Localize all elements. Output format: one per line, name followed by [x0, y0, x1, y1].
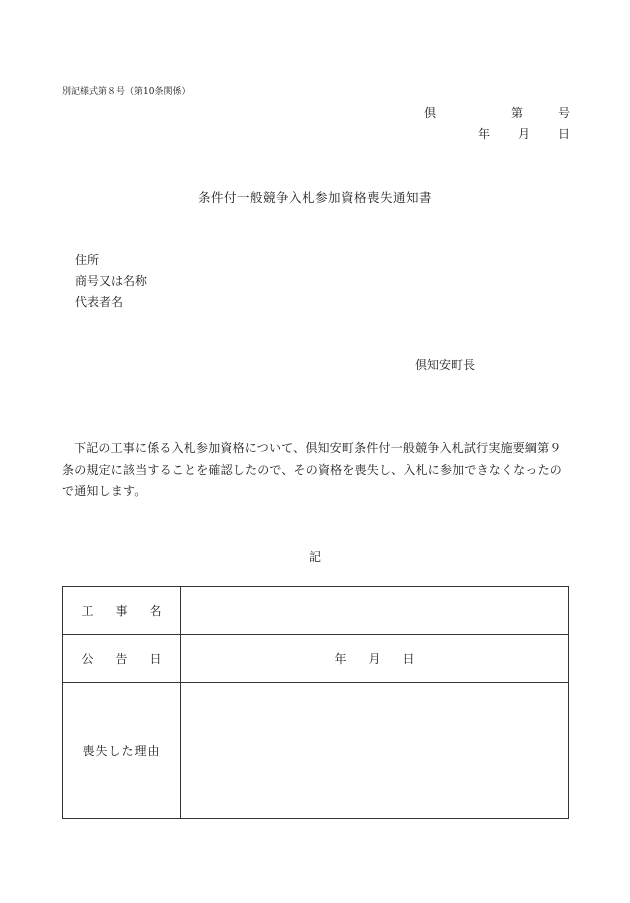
doc-number-prefix: 倶: [424, 106, 437, 120]
sender-name: 倶知安町長: [415, 358, 476, 372]
construction-name-label: 工 事 名: [63, 587, 181, 635]
address-label: 住所: [75, 253, 100, 267]
loss-reason-value[interactable]: [181, 683, 569, 819]
ki-heading: 記: [308, 550, 321, 564]
loss-reason-label: 喪失した理由: [63, 683, 181, 819]
form-number: 別記様式第８号（第10条関係）: [62, 87, 191, 97]
table-row: [63, 683, 569, 819]
date-year: 年: [478, 127, 491, 141]
addressee-block: [75, 250, 147, 313]
construction-name-value[interactable]: [181, 587, 569, 635]
notice-date-day: 日: [402, 652, 415, 666]
document-title: 条件付一般競争入札参加資格喪失通知書: [197, 190, 432, 205]
table-row: [63, 635, 569, 683]
doc-number-go: 号: [557, 106, 570, 120]
date-day: 日: [557, 127, 570, 141]
notice-date-value[interactable]: [181, 635, 569, 683]
document-number: [424, 104, 570, 121]
doc-number-dai: 第: [510, 106, 523, 120]
body-text: 下記の工事に係る入札参加資格について、倶知安町条件付一般競争入札試行実施要綱第９条の規定に該当することを確認したので、その資格を喪失し、入札に参加できなくなったので通知します。: [62, 441, 562, 498]
notice-date-month: 月: [368, 652, 381, 666]
notice-date-year: 年: [334, 652, 347, 666]
table-row: [63, 587, 569, 635]
representative-label: 代表者名: [75, 295, 124, 309]
details-table: [62, 586, 569, 819]
issue-date: [478, 125, 570, 142]
notice-date-label: 公 告 日: [63, 635, 181, 683]
date-month: 月: [517, 127, 530, 141]
company-label: 商号又は名称: [75, 274, 148, 288]
